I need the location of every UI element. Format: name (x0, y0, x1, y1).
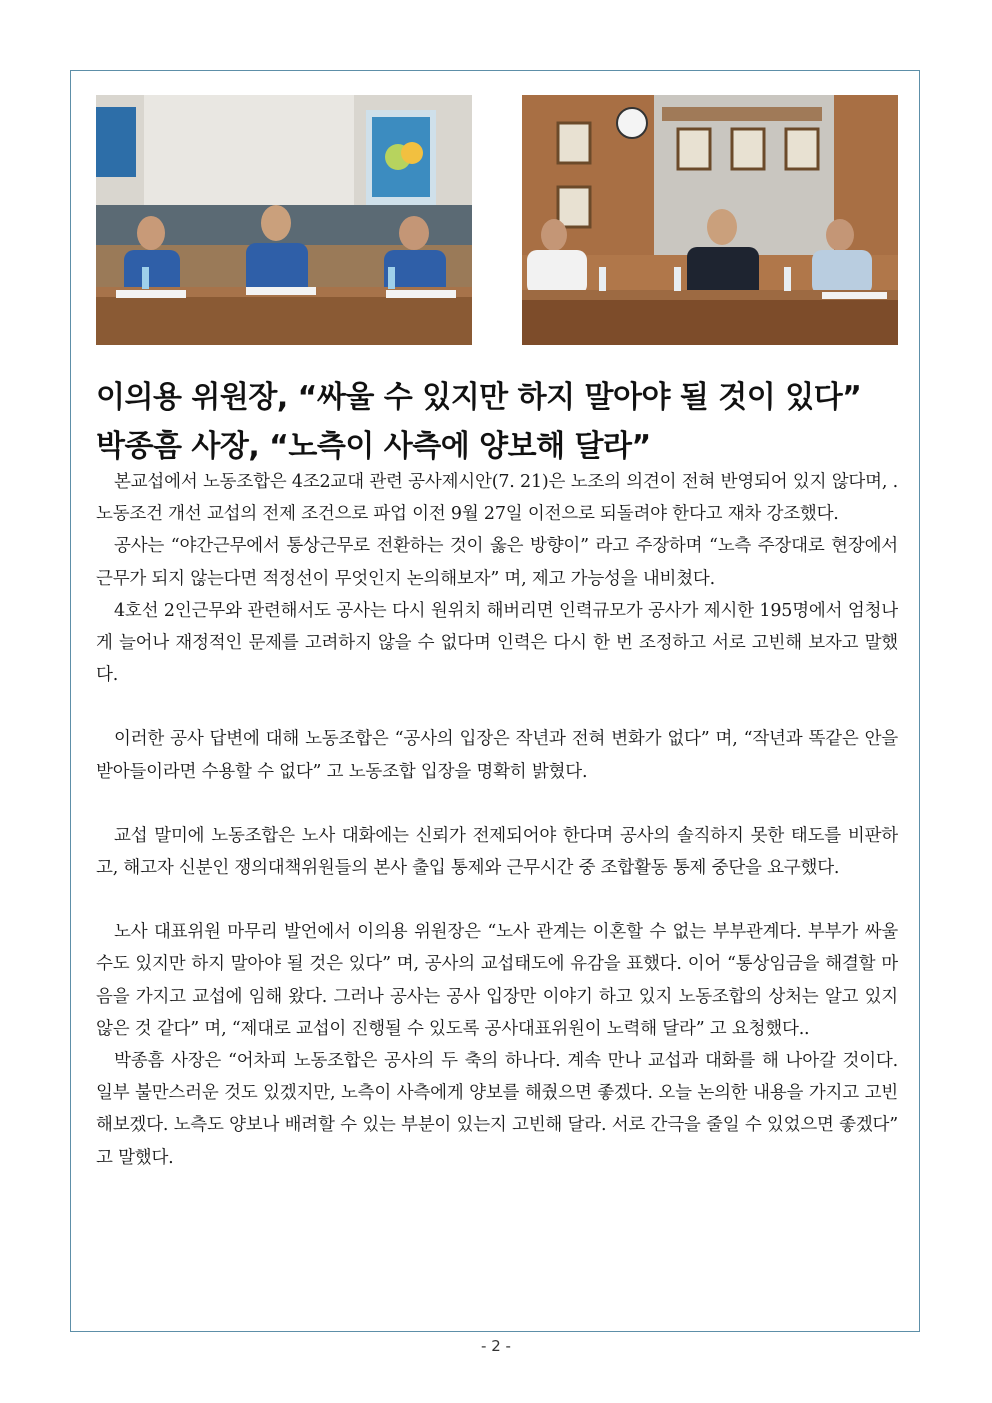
paragraph: 이러한 공사 답변에 대해 노동조합은 “공사의 입장은 작년과 전혀 변화가 없다” 며, “작년과 똑같은 안을 받아들이라면 수용할 수 없다” 고 노동조합 입장을 명확히 밝혔다. (96, 729, 898, 782)
photo-management-representatives (522, 95, 898, 345)
paragraph: 공사는 “야간근무에서 통상근무로 전환하는 것이 옳은 방향이” 라고 주장하며 “노측 주장대로 현장에서 근무가 되지 않는다면 적정선이 무엇인지 논의해보자” 며, 제고 가능성을 내비쳤다. (96, 536, 898, 589)
union-meeting-image (96, 95, 472, 345)
paragraph: 본교섭에서 노동조합은 4조2교대 관련 공사제시안(7. 21)은 노조의 의견이 전혀 반영되어 있지 않다며, .노동조건 개선 교섭의 전제 조건으로 파업 이전 9월 27일 이전으로 되돌려야 한다고 재차 강조했다. (96, 472, 898, 525)
paragraph: 박종흠 사장은 “어차피 노동조합은 공사의 두 축의 하나다. 계속 만나 교섭과 대화를 해 나아갈 것이다. 일부 불만스러운 것도 있겠지만, 노측이 사측에게 양보를 해줬으면 좋겠다. 오늘 논의한 내용을 가지고 고빈해보겠다. 노측도 양보나 배려할 수 있는 부분이 있는지 고빈해 달라. 서로 간극을 줄일 수 있었으면 좋겠다” 고 말했다. (96, 1051, 898, 1168)
page-number: - 2 - (481, 1337, 511, 1355)
photo-union-representatives (96, 95, 472, 345)
paragraph: 4호선 2인근무와 관련해서도 공사는 다시 원위치 해버리면 인력규모가 공사가 제시한 195명에서 엄청나게 늘어나 재정적인 문제를 고려하지 않을 수 없다며 인력은 다시 한 번 조정하고 서로 고빈해 보자고 말했다. (96, 600, 898, 686)
headline-line-2: 박종흠 사장, “노측이 사측에 양보해 달라” (96, 429, 651, 464)
headline-line-1: 이의용 위원장, “싸울 수 있지만 하지 말아야 될 것이 있다” (96, 380, 862, 415)
article-body (96, 466, 898, 1174)
paragraph: 교섭 말미에 노동조합은 노사 대화에는 신뢰가 전제되어야 한다며 공사의 솔직하지 못한 태도를 비판하고, 해고자 신분인 쟁의대책위원들의 본사 출입 통제와 근무시간 중 조합활동 통제 중단을 요구했다. (96, 825, 898, 879)
management-meeting-image (522, 95, 898, 345)
paragraph: 노사 대표위원 마무리 발언에서 이의용 위원장은 “노사 관계는 이혼할 수 없는 부부관계다. 부부가 싸울 수도 있지만 하지 말아야 될 것은 있다” 며, 공사의 교섭태도에 유감을 표했다. 이어 “통상임금을 해결할 마음을 가지고 교섭에 임해 왔다. 그러나 공사는 공사 입장만 이야기 하고 있지 노동조합의 상처는 알고 있지 않은 것 같다” 며, “제대로 교섭이 진행될 수 있도록 공사대표위원이 노력해 달라” 고 요청했다.. (96, 922, 898, 1039)
